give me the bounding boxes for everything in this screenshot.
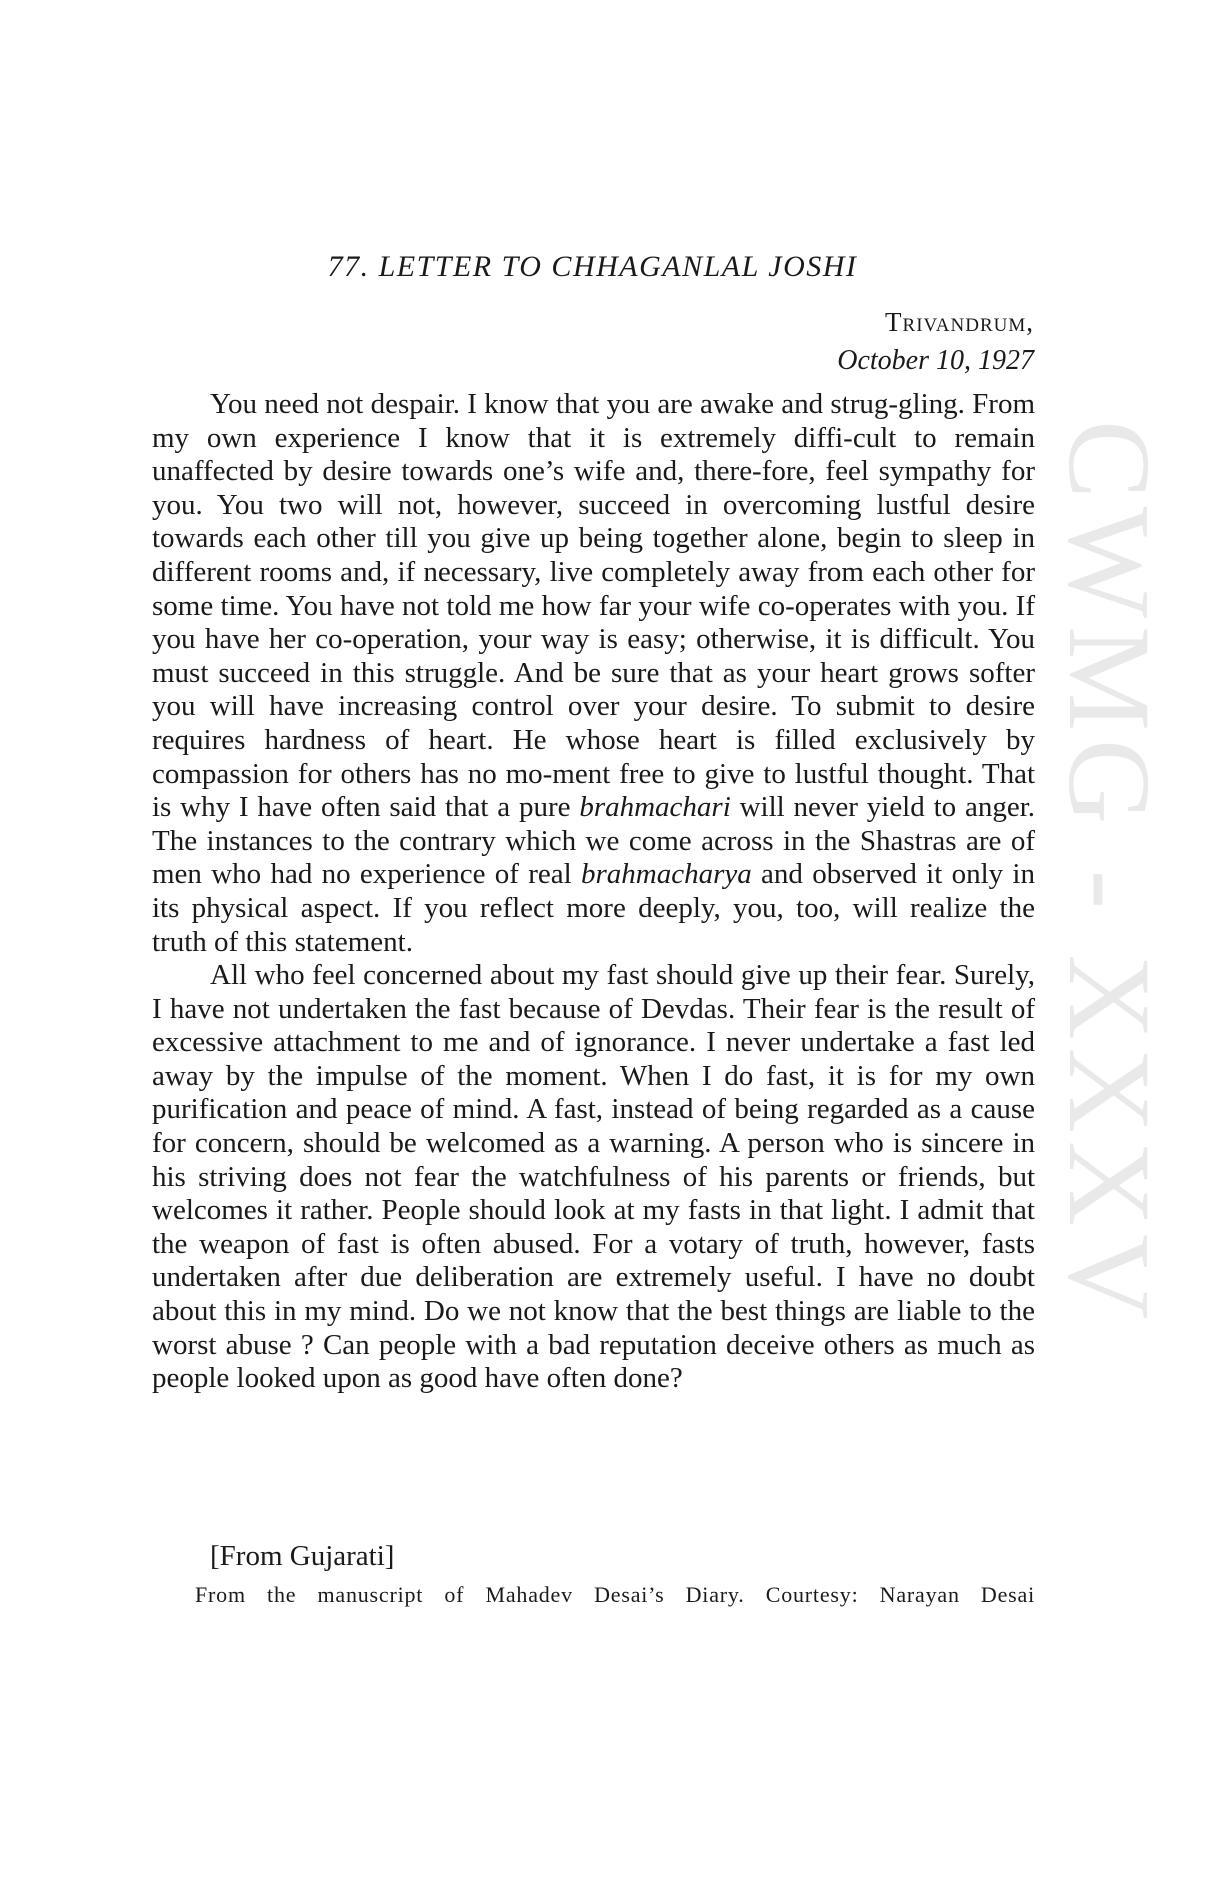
paragraph-2: All who feel concerned about my fast should give up their fear. Surely, I have not undertaken the fast because of Devdas. Their fear is the result of excessive attachment to me and of ignorance. I never undertake a fast led away by the impulse of the moment. When I do fast, it is for my own purification and peace of mind. A fast, instead of being regarded as a cause for concern, should be welcomed as a warning. A person who is sincere in his striving does not fear the watchfulness of his parents or friends, but welcomes it rather. People should look at my fasts in that light. I admit that the weapon of fast is often abused. For a votary of truth, however, fasts undertaken after due deliberation are extremely useful. I have no doubt about this in my mind. Do we not know that the best things are liable to the worst abuse ? Can people with a bad reputation deceive others as much as people looked upon as good have often done? <box>152 959 1035 1395</box>
paragraph-1: You need not despair. I know that you are awake and strug-gling. From my own experience I know that it is extremely diffi-cult to remain unaffected by desire towards one’s wife and, there-fore, feel sympathy for you. You two will not, however, succeed in overcoming lustful desire towards each other till you give up being together alone, begin to sleep in different rooms and, if necessary, live completely away from each other for some time. You have not told me how far your wife co-operates with you. If you have her co-operation, your way is easy; otherwise, it is difficult. You must succeed in this struggle. And be sure that as your heart grows softer you will have increasing control over your desire. To submit to desire requires hardness of heart. He whose heart is filled exclusively by compassion for others has no mo-ment free to give to lustful thought. That is why I have often said that a pure brahmachari will never yield to anger. The instances to the contrary which we come across in the Shastras are of men who had no experience of real brahmacharya and observed it only in its physical aspect. If you reflect more deeply, you, too, will realize the truth of this statement. <box>152 388 1036 958</box>
letter-place: Trivandrum, <box>885 307 1034 337</box>
source-language-note: [From Gujarati] <box>210 1540 395 1572</box>
page-title: 77. LETTER TO CHHAGANLAL JOSHI <box>327 250 858 283</box>
source-credit: From the manuscript of Mahadev Desai’s Diary. Courtesy: Narayan Desai <box>195 1582 1035 1607</box>
watermark-text: CWMG - XXXV <box>1044 420 1175 1328</box>
letter-date: October 10, 1927 <box>837 345 1034 376</box>
watermark <box>1040 420 1180 1500</box>
letter-body <box>152 388 1035 1396</box>
